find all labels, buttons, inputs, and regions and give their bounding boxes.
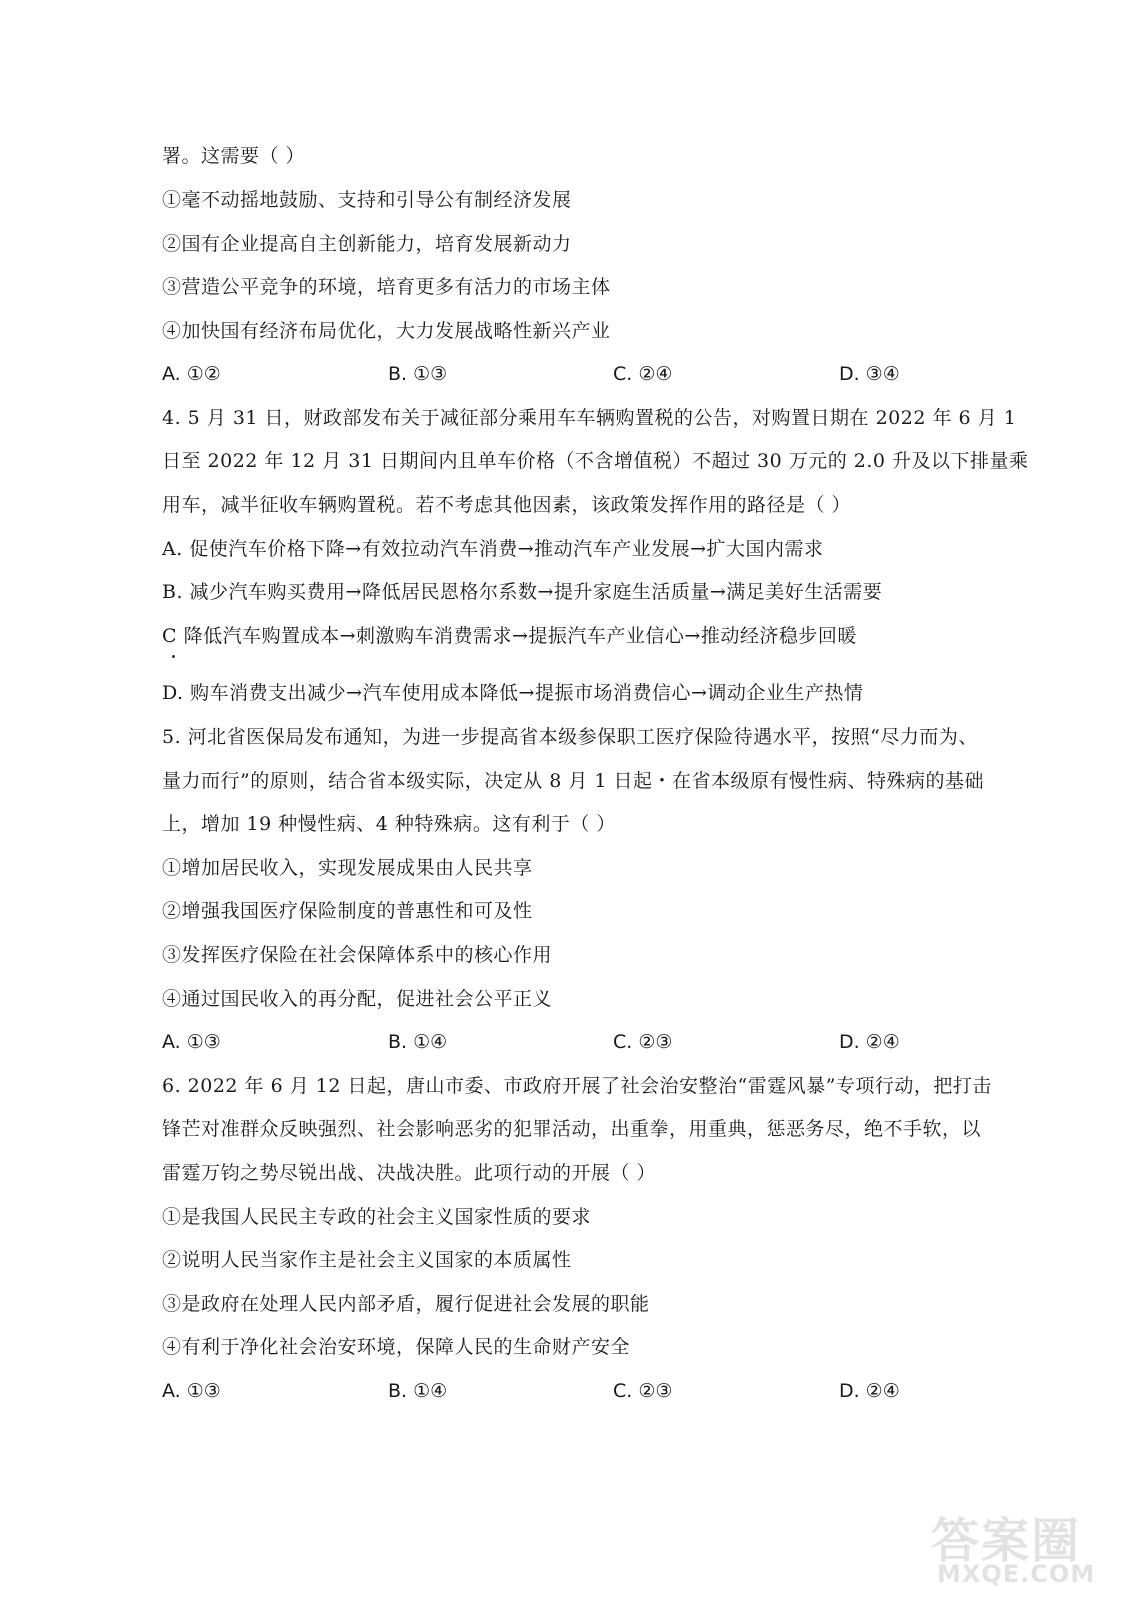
q6-option-a: A. ①③ — [162, 1380, 221, 1402]
q5-option-c: C. ②③ — [613, 1031, 673, 1053]
q5-stem-line-2: 量力而行”的原则，结合省本级实际，决定从 8 月 1 日起・在省本级原有慢性病、特殊病的基础 — [162, 770, 985, 792]
q6-item-3: ③是政府在处理人民内部矛盾，履行促进社会发展的职能 — [162, 1293, 650, 1315]
q3-option-c: C. ②④ — [613, 363, 673, 385]
q6-item-2: ②说明人民当家作主是社会主义国家的本质属性 — [162, 1249, 572, 1271]
q4-choice-b: B. 减少汽车购买费用→降低居民恩格尔系数→提升家庭生活质量→满足美好生活需要 — [162, 581, 883, 603]
q4-choice-c: C 降低汽车购置成本→刺激购车消费需求→提振汽车产业信心→推动经济稳步回暖 — [162, 625, 857, 647]
q4-stem-line-3: 用车，减半征收车辆购置税。若不考虑其他因素，该政策发挥作用的路径是（ ） — [162, 494, 852, 516]
q3-item-1: ①毫不动摇地鼓励、支持和引导公有制经济发展 — [162, 189, 572, 211]
q5-item-2: ②增强我国医疗保险制度的普惠性和可及性 — [162, 900, 533, 922]
q5-stem-line-3: 上，增加 19 种慢性病、4 种特殊病。这有利于（ ） — [162, 813, 616, 835]
watermark-url: MXQE.COM — [937, 1560, 1096, 1588]
q6-item-1: ①是我国人民民主专政的社会主义国家性质的要求 — [162, 1206, 592, 1228]
q6-stem-line-3: 雷霆万钧之势尽锐出战、决战决胜。此项行动的开展（ ） — [162, 1162, 657, 1184]
q3-option-b: B. ①③ — [388, 363, 448, 385]
q5-item-4: ④通过国民收入的再分配，促进社会公平正义 — [162, 988, 553, 1010]
q5-item-3: ③发挥医疗保险在社会保障体系中的核心作用 — [162, 944, 553, 966]
q3-item-2: ②国有企业提高自主创新能力，培育发展新动力 — [162, 233, 572, 255]
q5-option-d: D. ②④ — [839, 1031, 900, 1053]
q5-stem-line-1: 5. 河北省医保局发布通知，为进一步提高省本级参保职工医疗保险待遇水平，按照“尽力而为、 — [162, 726, 978, 748]
q6-option-b: B. ①④ — [388, 1380, 448, 1402]
q5-option-a: A. ①③ — [162, 1031, 221, 1053]
q5-option-b: B. ①④ — [388, 1031, 448, 1053]
q6-item-4: ④有利于净化社会治安环境，保障人民的生命财产安全 — [162, 1336, 631, 1358]
q4-stem-line-2: 日至 2022 年 12 月 31 日期间内且单车价格（不含增值税）不超过 30 万元的 2.0 升及以下排量乘 — [162, 450, 1029, 472]
q3-item-4: ④加快国有经济布局优化，大力发展战略性新兴产业 — [162, 320, 611, 342]
q4-stem-line-1: 4. 5 月 31 日，财政部发布关于减征部分乘用车车辆购置税的公告，对购置日期在 2022 年 6 月 1 — [162, 407, 1017, 429]
q3-stem-tail: 署。这需要（ ） — [162, 145, 306, 167]
q6-option-c: C. ②③ — [613, 1380, 673, 1402]
watermark-logo — [921, 1502, 1096, 1592]
q4-choice-a: A. 促使汽车价格下降→有效拉动汽车消费→推动汽车产业发展→扩大国内需求 — [162, 538, 824, 560]
q6-option-d: D. ②④ — [839, 1380, 900, 1402]
q5-item-1: ①增加居民收入，实现发展成果由人民共享 — [162, 857, 533, 879]
q3-option-d: D. ③④ — [839, 363, 900, 385]
q4-choice-d: D. 购车消费支出减少→汽车使用成本降低→提振市场消费信心→调动企业生产热情 — [162, 682, 864, 704]
stray-dot — [172, 655, 175, 658]
watermark-title: 答案圈 — [931, 1513, 1082, 1569]
q3-item-3: ③营造公平竞争的环境，培育更多有活力的市场主体 — [162, 276, 611, 298]
q6-stem-line-2: 锋芒对准群众反映强烈、社会影响恶劣的犯罪活动，出重拳，用重典，惩恶务尽，绝不手软，以 — [162, 1118, 982, 1140]
q6-stem-line-1: 6. 2022 年 6 月 12 日起，唐山市委、市政府开展了社会治安整治“雷霆风暴”专项行动，把打击 — [162, 1075, 992, 1097]
q3-option-a: A. ①② — [162, 363, 221, 385]
